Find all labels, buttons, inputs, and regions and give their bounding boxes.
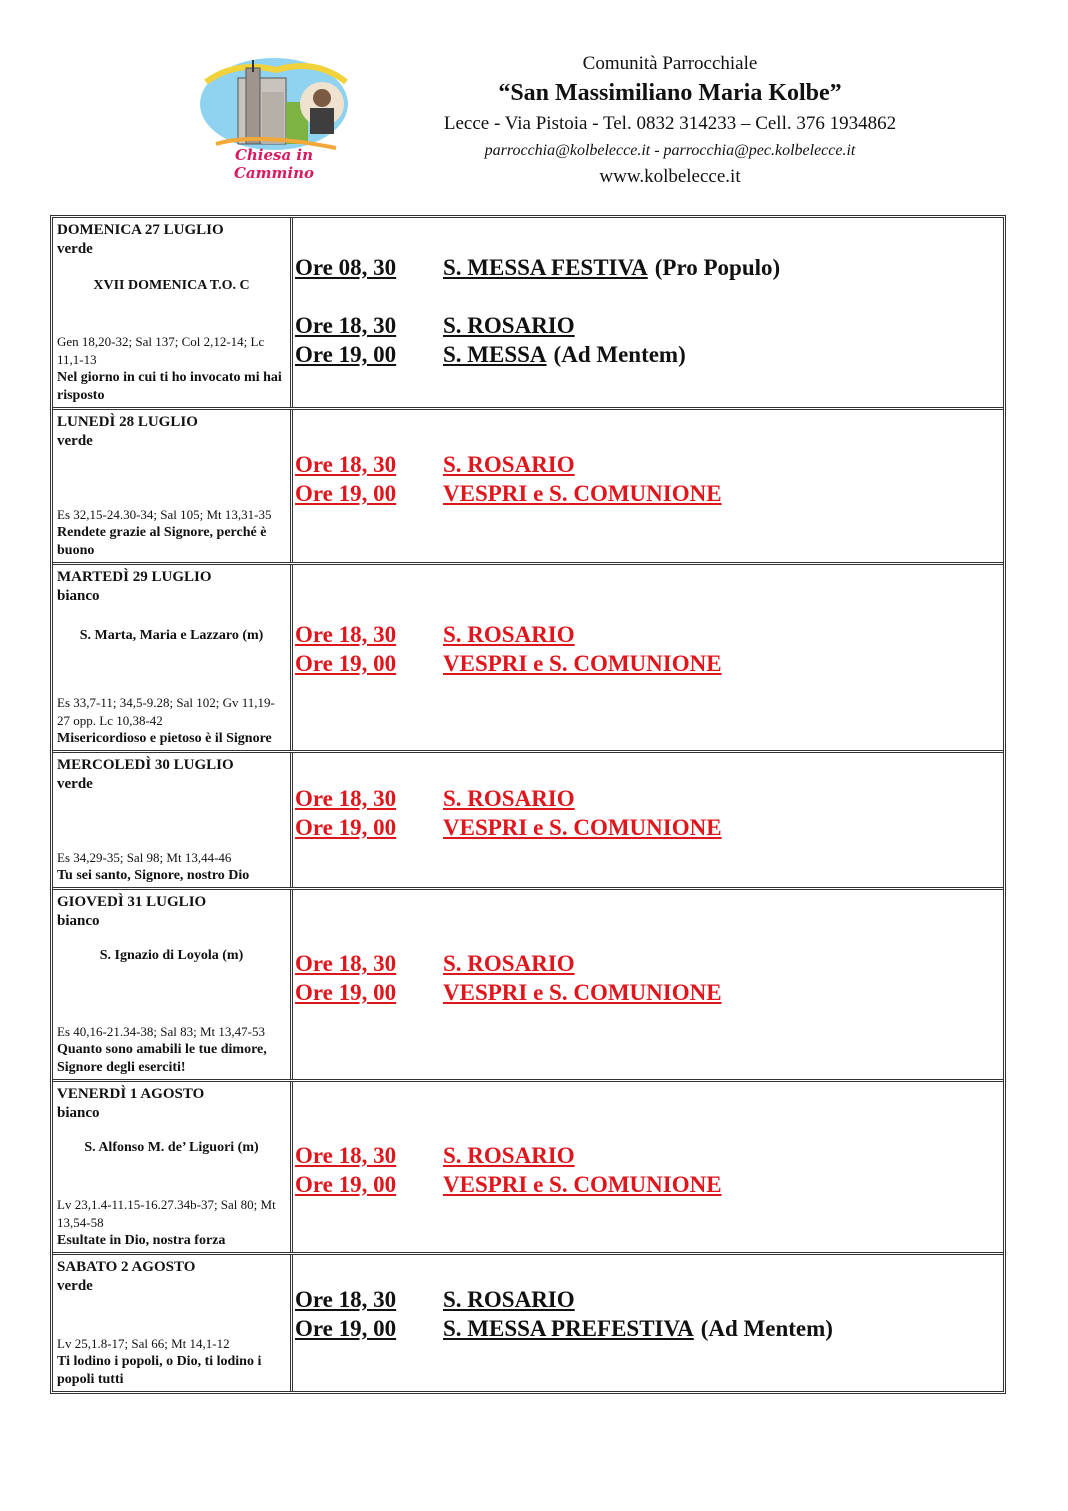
event-line [295,340,686,369]
event-line [295,311,686,340]
event-note: (Ad Mentem) [700,1316,833,1341]
liturgical-color: verde [57,1278,93,1294]
event-note: (Ad Mentem) [553,342,686,367]
day-info-cell [53,1255,293,1391]
event-title: VESPRI e S. COMUNIONE [443,481,722,506]
day-info-cell [53,753,293,887]
liturgical-color: bianco [57,1105,100,1121]
parish-emails[interactable]: parrocchia@kolbelecce.it - parrocchia@pec.kolbelecce.it [484,142,856,159]
antiphon: Tu sei santo, Signore, nostro Dio [57,868,250,883]
parish-logo [196,52,352,182]
liturgical-color: verde [57,241,93,257]
weekly-schedule-table [50,215,1006,1394]
event-time: Ore 18, 30 [295,951,397,976]
feast-label: XVII DOMENICA T.O. C [93,278,250,293]
event-time: Ore 18, 30 [295,786,397,811]
antiphon: Rendete grazie al Signore, perché è buono [57,525,267,558]
schedule-row-wednesday [53,753,1003,890]
parish-address: Lecce - Via Pistoia - Tel. 0832 314233 – Cell. 376 1934862 [443,113,897,134]
event-line [295,649,722,678]
event-time: Ore 18, 30 [295,1143,397,1168]
feast-label: S. Marta, Maria e Lazzaro (m) [79,628,264,643]
readings: Gen 18,20-32; Sal 137; Col 2,12-14; Lc 11,1-13 [57,334,265,367]
parish-website[interactable]: www.kolbelecce.it [599,166,741,187]
schedule-row-thursday [53,890,1003,1082]
day-info-cell [53,218,293,407]
antiphon: Ti lodino i popoli, o Dio, ti lodino i popoli tutti [57,1354,262,1387]
event-time: Ore 19, 00 [295,815,397,840]
events-cell [293,890,1003,1079]
day-label: GIOVEDÌ 31 LUGLIO [57,894,207,910]
event-time: Ore 19, 00 [295,481,397,506]
event-line [295,479,722,508]
day-info-cell [53,565,293,750]
event-time: Ore 08, 30 [295,255,397,280]
event-time: Ore 19, 00 [295,980,397,1005]
day-label: SABATO 2 AGOSTO [57,1259,196,1275]
event-line [295,450,722,479]
liturgical-color: verde [57,776,93,792]
readings: Es 32,15-24.30-34; Sal 105; Mt 13,31-35 [57,507,272,522]
event-time: Ore 19, 00 [295,1316,397,1341]
day-label: DOMENICA 27 LUGLIO [57,222,224,238]
events-cell [293,753,1003,887]
antiphon: Quanto sono amabili le tue dimore, Signore degli eserciti! [57,1042,267,1075]
day-info-cell [53,1082,293,1252]
schedule-row-monday [53,410,1003,565]
event-line [295,813,722,842]
event-line [295,784,722,813]
event-time: Ore 18, 30 [295,313,397,338]
readings: Es 33,7-11; 34,5-9.28; Sal 102; Gv 11,19-27 opp. Lc 10,38-42 [57,695,275,728]
day-info-cell [53,410,293,562]
day-info-cell [53,890,293,1079]
events-cell [293,1082,1003,1252]
readings: Lv 25,1.8-17; Sal 66; Mt 14,1-12 [57,1336,230,1351]
event-time: Ore 18, 30 [295,622,397,647]
event-line [295,949,722,978]
event-title: VESPRI e S. COMUNIONE [443,815,722,840]
parish-header [400,52,940,190]
event-note: (Pro Populo) [654,255,781,280]
liturgical-color: bianco [57,913,100,929]
antiphon: Misericordioso e pietoso è il Signore [57,731,272,746]
event-line [295,253,780,282]
antiphon: Esultate in Dio, nostra forza [57,1233,226,1248]
community-label: Comunità Parrocchiale [582,53,758,74]
events-cell [293,565,1003,750]
schedule-row-friday [53,1082,1003,1255]
day-label: MERCOLEDÌ 30 LUGLIO [57,757,234,773]
event-line [295,1285,833,1314]
event-title: VESPRI e S. COMUNIONE [443,980,722,1005]
event-time: Ore 18, 30 [295,452,397,477]
schedule-row-tuesday [53,565,1003,753]
day-label: MARTEDÌ 29 LUGLIO [57,569,212,585]
liturgical-color: verde [57,433,93,449]
event-title: S. ROSARIO [443,786,575,811]
antiphon: Nel giorno in cui ti ho invocato mi hai risposto [57,370,282,403]
event-title: S. ROSARIO [443,951,575,976]
event-title: S. ROSARIO [443,1287,575,1312]
event-time: Ore 19, 00 [295,651,397,676]
event-line [295,978,722,1007]
liturgical-color: bianco [57,588,100,604]
event-title: S. MESSA [443,342,547,367]
day-label: LUNEDÌ 28 LUGLIO [57,414,198,430]
event-title: VESPRI e S. COMUNIONE [443,1172,722,1197]
event-time: Ore 18, 30 [295,1287,397,1312]
event-title: S. ROSARIO [443,313,575,338]
schedule-row-saturday [53,1255,1003,1391]
event-line [295,620,722,649]
event-title: S. ROSARIO [443,622,575,647]
event-line [295,1141,722,1170]
event-title: S. ROSARIO [443,1143,575,1168]
event-title: S. MESSA FESTIVA [443,255,648,280]
readings: Es 40,16-21.34-38; Sal 83; Mt 13,47-53 [57,1024,265,1039]
schedule-row-sunday [53,218,1003,410]
event-title: S. MESSA PREFESTIVA [443,1316,694,1341]
events-cell [293,1255,1003,1391]
event-line [295,1170,722,1199]
event-line [295,1314,833,1343]
event-title: S. ROSARIO [443,452,575,477]
day-label: VENERDÌ 1 AGOSTO [57,1086,205,1102]
parish-name: “San Massimiliano Maria Kolbe” [498,80,842,106]
events-cell [293,410,1003,562]
readings: Lv 23,1.4-11.15-16.27.34b-37; Sal 80; Mt 13,54-58 [57,1197,276,1230]
event-title: VESPRI e S. COMUNIONE [443,651,722,676]
event-time: Ore 19, 00 [295,1172,397,1197]
logo-text: Chiesa in Cammino [233,146,314,182]
readings: Es 34,29-35; Sal 98; Mt 13,44-46 [57,850,232,865]
event-time: Ore 19, 00 [295,342,397,367]
feast-label: S. Alfonso M. de’ Liguori (m) [84,1140,259,1155]
feast-label: S. Ignazio di Loyola (m) [99,948,244,963]
events-cell [293,218,1003,407]
